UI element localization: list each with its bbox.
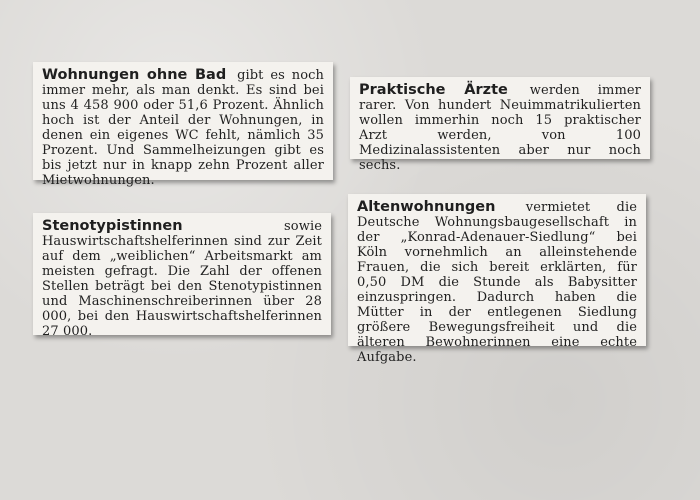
clipping-altenwohnungen (348, 194, 646, 365)
clipping-heading: Altenwohnungen (357, 199, 496, 215)
clipping-heading: Stenotypistinnen (42, 218, 183, 234)
clipping-text: sowie Hauswirtschaftshelferinnen sind zur Zeit auf dem „weiblichen“ Arbeitsmarkt am meisten gefragt. Die Zahl der offenen Stellen beträgt bei den Stenotypistinnen und Maschinenschreiberinnen über 28 000, bei den Hauswirtschaftshelferinnen 27 000. (42, 219, 322, 339)
clipping-heading: Wohnungen ohne Bad (42, 67, 227, 83)
clipping-text: vermietet die Deutsche Wohnungsbaugesellschaft in der „Konrad-Adenauer-Siedlung“ bei Köln vornehmlich an alleinstehende Frauen, die sich bereit erklärten, für 0,50 DM die Stunde als Babysitter einzuspringen. Dadurch haben die Mütter in der entlegenen Siedlung größere Bewegungsfreiheit und die älteren Bewohnerinnen eine echte Aufgabe. (357, 200, 637, 365)
clipping-praktische-aerzte (350, 77, 650, 173)
clipping-wohnungen-ohne-bad (33, 62, 333, 188)
clipping-stenotypistinnen (33, 213, 331, 339)
clipping-text: gibt es noch immer mehr, als man denkt. Es sind bei uns 4 458 900 oder 51,6 Prozent. Ähnlich hoch ist der Anteil der Wohnungen, in denen ein eigenes WC fehlt, nämlich 35 Prozent. Und Sammelheizungen gibt es bis jetzt nur in knapp zehn Prozent aller Mietwohnungen. (42, 68, 324, 188)
clipping-heading: Praktische Ärzte (359, 82, 508, 98)
clipping-text: werden immer rarer. Von hundert Neuimmatrikulierten wollen immerhin noch 15 praktischer Arzt werden, von 100 Medizinalassistenten aber nur noch sechs. (359, 83, 641, 173)
